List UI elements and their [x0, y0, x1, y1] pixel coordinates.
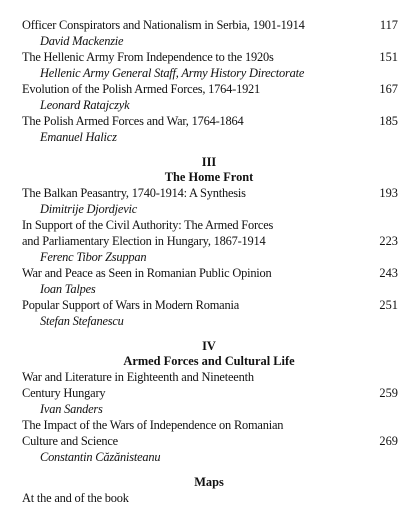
toc-entry-title: The Impact of the Wars of Independence on Romanian [22, 418, 284, 432]
toc-entry-title: The Balkan Peasantry, 1740-1914: A Synthesis [22, 186, 246, 200]
toc-entry-page: 185 [379, 114, 398, 128]
section-heading: The Home Front [164, 170, 254, 184]
section-numeral: III [201, 155, 217, 169]
toc-entry-title: War and Literature in Eighteenth and Nineteenth [22, 370, 254, 384]
toc-entry-page: 193 [379, 186, 398, 200]
maps-heading: Maps [194, 475, 224, 489]
toc-entry-title: War and Peace as Seen in Romanian Public Opinion [22, 266, 272, 280]
toc-entry-author: Constantin Căzănisteanu [40, 450, 161, 464]
toc-entry-author: Ioan Talpes [40, 282, 96, 296]
toc-entry-page: 251 [379, 298, 398, 312]
toc-entry-page: 117 [379, 18, 398, 32]
toc-entry-author: David Mackenzie [40, 34, 124, 48]
toc-entry-page: 259 [379, 386, 398, 400]
toc-entry-author: Ivan Sanders [40, 402, 103, 416]
toc-entry-title: Evolution of the Polish Armed Forces, 1764-1921 [22, 82, 261, 96]
toc-entry-author: Stefan Stefanescu [40, 314, 124, 328]
toc-entry-page: 243 [379, 266, 398, 280]
toc-entry-title: The Polish Armed Forces and War, 1764-1864 [22, 114, 244, 128]
toc-entry-title: In Support of the Civil Authority: The Armed Forces [22, 218, 274, 232]
toc-entry-author: Leonard Ratajczyk [40, 98, 130, 112]
toc-entry-title-continued: Century Hungary [22, 386, 106, 400]
toc-entry-author: Hellenic Army General Staff, Army History Directorate [40, 66, 305, 80]
toc-entry-title-continued: and Parliamentary Election in Hungary, 1867-1914 [22, 234, 266, 248]
toc-entry-author: Emanuel Halicz [40, 130, 117, 144]
maps-location-note: At the and of the book [22, 491, 129, 505]
toc-entry-page: 167 [379, 82, 398, 96]
toc-entry-author: Ferenc Tibor Zsuppan [40, 250, 147, 264]
toc-entry-title: Popular Support of Wars in Modern Romania [22, 298, 240, 312]
toc-entry-title: Officer Conspirators and Nationalism in Serbia, 1901-1914 [22, 18, 305, 32]
toc-entry-page: 269 [379, 434, 398, 448]
toc-entry-title: The Hellenic Army From Independence to the 1920s [22, 50, 274, 64]
toc-entry-title-continued: Culture and Science [22, 434, 118, 448]
toc-entry-page: 151 [379, 50, 398, 64]
toc-entry-page: 223 [379, 234, 398, 248]
section-numeral: IV [202, 339, 216, 353]
section-heading: Armed Forces and Cultural Life [123, 354, 295, 368]
toc-entry-author: Dimitrije Djordjevic [40, 202, 138, 216]
